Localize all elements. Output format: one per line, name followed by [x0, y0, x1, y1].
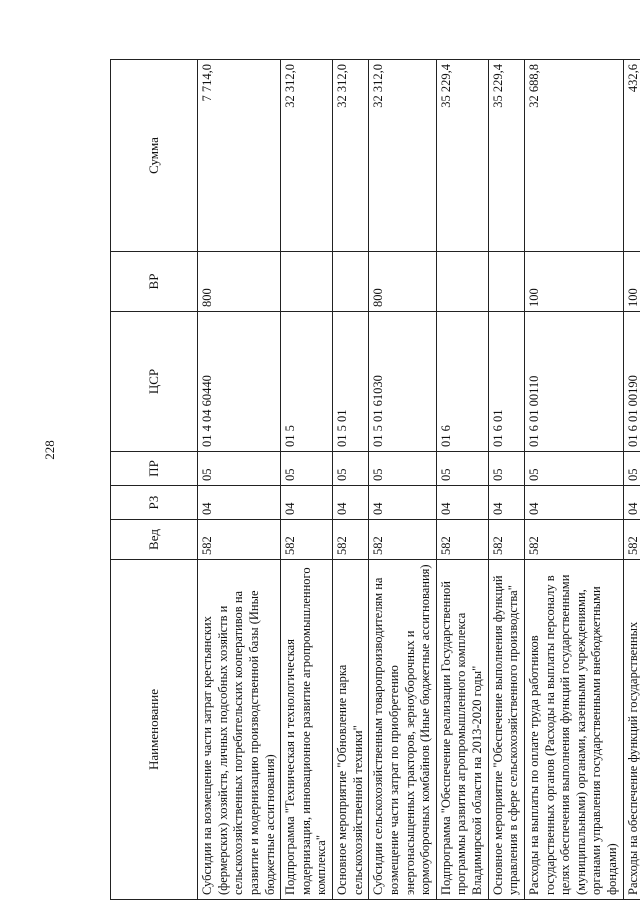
cell-name: Субсидии сельскохозяйственным товаропроизводителям на возмещение части затрат по приобретению энергонасыщенных тракторов, зерноуборочных и кормоуборочных комбайнов (Иные бюджетные ассигнования)	[369, 560, 437, 900]
header-rz: РЗ	[111, 486, 198, 520]
cell-rz: 04	[281, 486, 333, 520]
budget-table	[110, 59, 640, 900]
cell-sum: 32 688,8	[524, 60, 623, 252]
cell-sum: 35 229,4	[436, 60, 488, 252]
cell-sum: 432,6	[623, 60, 640, 252]
cell-csr: 01 4 04 60440	[198, 312, 281, 452]
cell-csr: 01 6 01	[488, 312, 524, 452]
cell-sum: 32 312,0	[369, 60, 437, 252]
cell-csr: 01 6 01 00110	[524, 312, 623, 452]
cell-rz: 04	[333, 486, 369, 520]
cell-name: Основное мероприятие "Обновление парка сельскохозяйственной техники"	[333, 560, 369, 900]
cell-vr	[281, 252, 333, 312]
cell-vr: 100	[623, 252, 640, 312]
cell-name: Расходы на выплаты по оплате труда работников государственных органов (Расходы на выплаты персоналу в целях обеспечения выполнения функций государственными (муниципальными) органами, казенными учреждениями, органами управления государственными внебюджетными фондами)	[524, 560, 623, 900]
cell-name: Подпрограмма "Техническая и технологическая модернизация, инновационное развитие агропромышленного комплекса"	[281, 560, 333, 900]
table-row	[333, 60, 369, 900]
cell-csr: 01 6	[436, 312, 488, 452]
cell-ved: 582	[488, 520, 524, 560]
table-row	[524, 60, 623, 900]
table-row	[369, 60, 437, 900]
cell-sum: 35 229,4	[488, 60, 524, 252]
header-sum: Сумма	[111, 60, 198, 252]
cell-vr: 800	[198, 252, 281, 312]
cell-pr: 05	[488, 452, 524, 486]
cell-pr: 05	[198, 452, 281, 486]
cell-ved: 582	[281, 520, 333, 560]
table-row	[488, 60, 524, 900]
table-header-row	[111, 60, 198, 900]
cell-rz: 04	[436, 486, 488, 520]
cell-csr: 01 5 01 61030	[369, 312, 437, 452]
cell-csr: 01 6 01 00190	[623, 312, 640, 452]
header-name: Наименование	[111, 560, 198, 900]
cell-vr: 800	[369, 252, 437, 312]
cell-sum: 32 312,0	[281, 60, 333, 252]
cell-pr: 05	[369, 452, 437, 486]
page-number: 228	[42, 440, 57, 460]
cell-name: Подпрограмма "Обеспечение реализации Государственной программы развития агропромышленного комплекса Владимирской области на 2013-2020 годы"	[436, 560, 488, 900]
cell-csr: 01 5	[281, 312, 333, 452]
cell-name: Субсидии на возмещение части затрат крестьянских (фермерских) хозяйств, личных подсобных хозяйств и сельскохозяйственных потребительских кооперативов на развитие и модернизацию производственной базы (Иные бюджетные ассигнования)	[198, 560, 281, 900]
cell-pr: 05	[623, 452, 640, 486]
cell-pr: 05	[524, 452, 623, 486]
cell-rz: 04	[369, 486, 437, 520]
cell-ved: 582	[369, 520, 437, 560]
cell-ved: 582	[333, 520, 369, 560]
rotated-page-content	[110, 60, 640, 900]
table-row	[623, 60, 640, 900]
cell-ved: 582	[436, 520, 488, 560]
table-row	[436, 60, 488, 900]
header-pr: ПР	[111, 452, 198, 486]
cell-name: Основное мероприятие "Обеспечение выполнения функций управления в сфере сельскохозяйственного производства"	[488, 560, 524, 900]
cell-ved: 582	[198, 520, 281, 560]
cell-sum: 7 714,0	[198, 60, 281, 252]
cell-csr: 01 5 01	[333, 312, 369, 452]
cell-ved: 582	[524, 520, 623, 560]
cell-rz: 04	[198, 486, 281, 520]
header-vr: ВР	[111, 252, 198, 312]
cell-sum: 32 312,0	[333, 60, 369, 252]
cell-pr: 05	[436, 452, 488, 486]
cell-pr: 05	[281, 452, 333, 486]
cell-vr	[436, 252, 488, 312]
cell-ved: 582	[623, 520, 640, 560]
cell-rz: 04	[524, 486, 623, 520]
cell-vr	[333, 252, 369, 312]
cell-rz: 04	[623, 486, 640, 520]
cell-pr: 05	[333, 452, 369, 486]
cell-rz: 04	[488, 486, 524, 520]
cell-vr	[488, 252, 524, 312]
header-ved: Вед	[111, 520, 198, 560]
budget-table-wrapper	[110, 60, 640, 900]
table-row	[198, 60, 281, 900]
cell-name: Расходы на обеспечение функций государственных	[623, 560, 640, 900]
table-row	[281, 60, 333, 900]
cell-vr: 100	[524, 252, 623, 312]
header-csr: ЦСР	[111, 312, 198, 452]
